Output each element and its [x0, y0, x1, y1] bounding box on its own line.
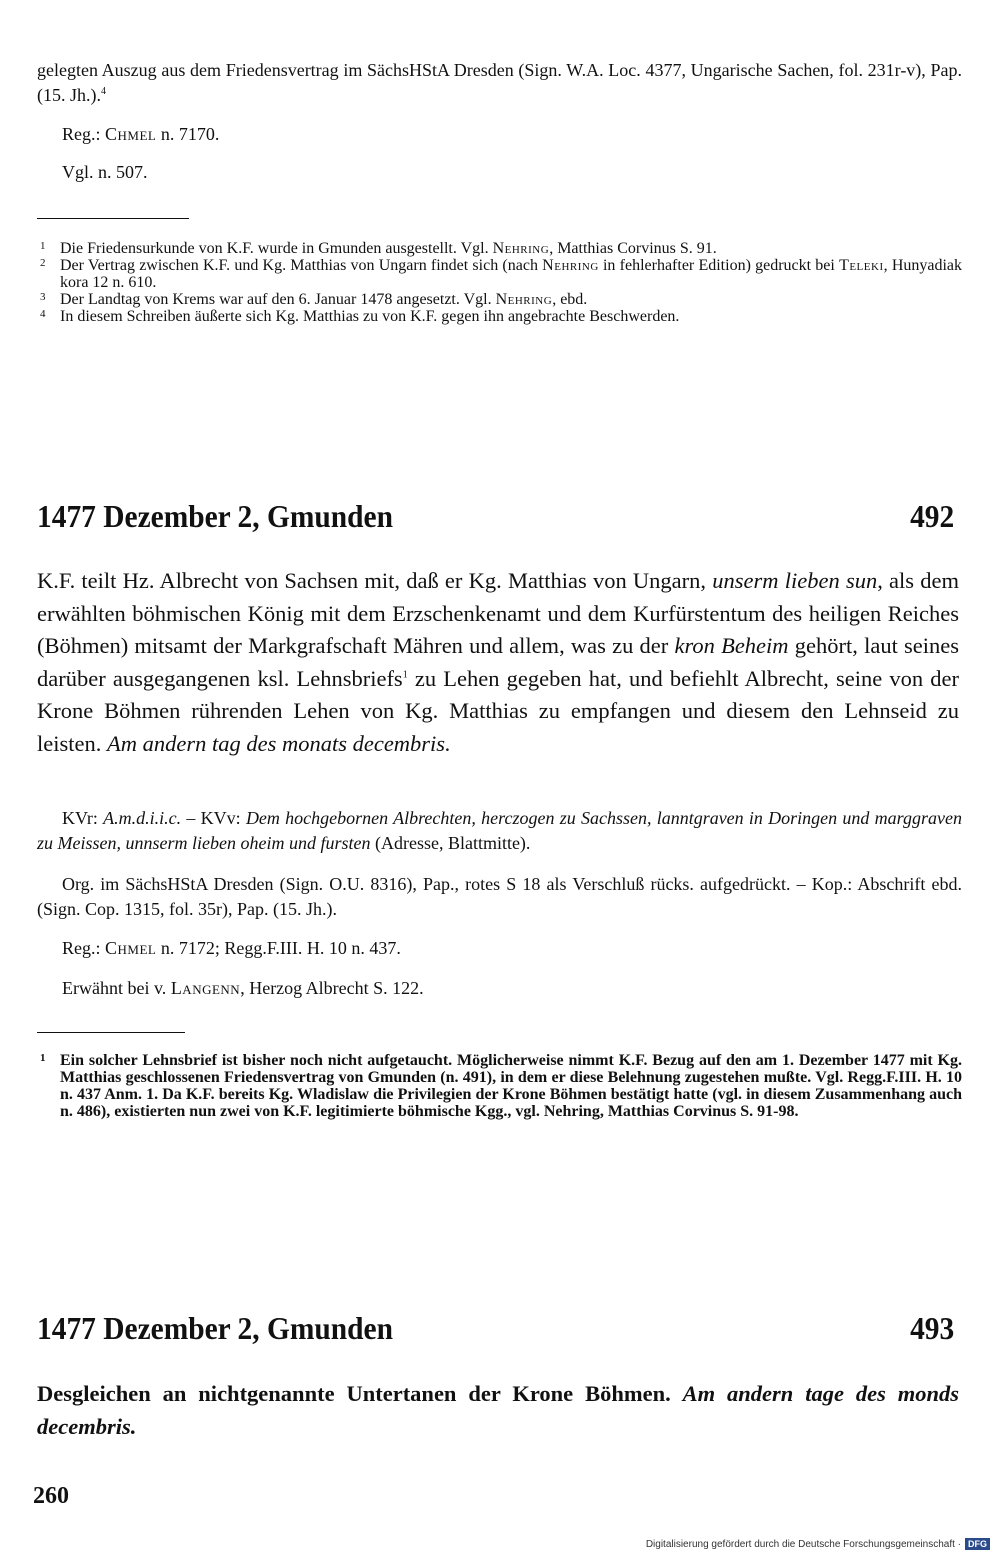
entry-date-place: 1477 Dezember 2, Gmunden [37, 1310, 393, 1346]
footnote-divider [37, 218, 189, 219]
footnote-492-1: 1 Ein solcher Lehnsbrief ist bisher noch nicht aufgetaucht. Möglicherweise nimmt K.F. Bezug auf den am 1. Dezember 1477 mit Kg. Matthias geschlossenen Friedensvertrag von Gmunden (n. 491), in dem er diese Belehnung zugestehen mußte. Vgl. Regg.F.III. H. 10 n. 437 Anm. 1. Da K.F. bereits Kg. Wladislaw die Privilegien der Krone Böhmen bestätigt hatte (vgl. in diesem Zusammenhang auch n. 486), existierten nun zwei von K.F. legitimierte böhmische Kgg., vgl. Nehring, Matthias Corvinus S. 91-98. [40, 1052, 962, 1120]
entry-number: 493 [910, 1310, 955, 1346]
entry-492-reg: Reg.: Chmel n. 7172; Regg.F.III. H. 10 n. 437. [62, 938, 401, 958]
footnote-3: 3 Der Landtag von Krems war auf den 6. Januar 1478 angesetzt. Vgl. Nehring, ebd. [40, 291, 588, 308]
page-number: 260 [33, 1483, 69, 1509]
reg-line: Reg.: Chmel n. 7170. [62, 124, 220, 144]
entry-heading-493 [37, 1308, 955, 1348]
footer-text: Digitalisierung gefördert durch die Deutsche Forschungsgemeinschaft · [645, 1538, 961, 1550]
entry-heading-492 [37, 496, 955, 536]
dfg-logo: DFG [965, 1538, 990, 1550]
entry-492-body: K.F. teilt Hz. Albrecht von Sachsen mit, daß er Kg. Matthias von Ungarn, unserm lieben sun, als dem erwählten böhmischen König mit dem Erzschenkenamt und dem Kurfürstentum des heiligen Reiches (Böhmen) mitsamt der Markgrafschaft Mähren und allem, was zu der kron Beheim gehört, laut seines darüber ausgegangenen ksl. Lehnsbriefs$^1$ zu Lehen gegeben hat, und befiehlt Albrecht, seine von der Krone Böhmen rührenden Lehen von Kg. Matthias zu empfangen und diesem den Lehnseid zu leisten. Am andern tag des monats decembris. [37, 568, 960, 756]
footnote-2: 2 Der Vertrag zwischen K.F. und Kg. Matthias von Ungarn findet sich (nach Nehring in fehlerhafter Edition) gedruckt bei Teleki, Hunyadiak kora 12 n. 610. [40, 257, 963, 291]
entry-493-body: Desgleichen an nichtgenannte Untertanen der Krone Böhmen. Am andern tage des monds decembris. [37, 1381, 959, 1439]
entry-492-erwaehnt: Erwähnt bei v. Langenn, Herzog Albrecht S. 122. [62, 978, 424, 998]
entry-number: 492 [910, 498, 955, 534]
continuation-text: gelegten Auszug aus dem Friedensvertrag im SächsHStA Dresden (Sign. W.A. Loc. 4377, Ungarische Sachen, fol. 231r-v), Pap. (15. Jh.).$^4$ [37, 60, 962, 105]
dfg-footer [646, 1538, 990, 1550]
footnote-4: 4 In diesem Schreiben äußerte sich Kg. Matthias zu von K.F. gegen ihn angebrachte Beschwerden. [40, 308, 680, 325]
footnote-1: 1 Die Friedensurkunde von K.F. wurde in Gmunden ausgestellt. Vgl. Nehring, Matthias Corvinus S. 91. [40, 240, 717, 257]
entry-date-place: 1477 Dezember 2, Gmunden [37, 498, 393, 534]
vgl-line: Vgl. n. 507. [62, 162, 148, 182]
footnote-divider [37, 1032, 185, 1033]
entry-492-kv: KVr: A.m.d.i.i.c. – KVv: Dem hochgebornen Albrechten, herczogen zu Sachssen, lanntgraven in Doringen und marggraven zu Meissen, unnserm lieben oheim und fursten (Adresse, Blattmitte). [37, 808, 962, 853]
footnotes-block [40, 240, 962, 325]
entry-492-org: Org. im SächsHStA Dresden (Sign. O.U. 8316), Pap., rotes S 18 als Verschluß rücks. aufgedrückt. – Kop.: Abschrift ebd. (Sign. Cop. 1315, fol. 35r), Pap. (15. Jh.). [37, 874, 962, 919]
